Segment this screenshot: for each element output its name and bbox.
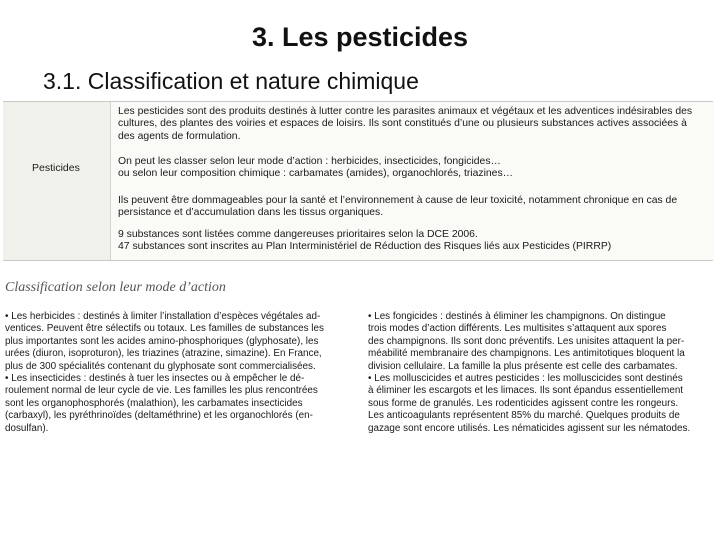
section-subtitle: 3.1. Classification et nature chimique (43, 68, 419, 94)
paragraph-line: des agents de formulation. (118, 130, 241, 142)
column-line: des champignons. Ils sont donc préventifs. Les unisites attaquent la per- (368, 335, 685, 347)
page-title: 3. Les pesticides (251, 22, 469, 52)
paragraph-line: ou selon leur composition chimique : carbamates (amides), organochlorés, triazines… (118, 168, 514, 180)
column-line: division cellulaire. La famille la plus présente est celle des carbamates. (368, 360, 678, 372)
definition-table (3, 101, 713, 261)
column-line: ventices. Peuvent être sélectifs ou totaux. Les familles de substances les (5, 323, 324, 335)
classification-right-column (368, 311, 714, 435)
column-line: urées (diuron, isoproturon), les triazines (atrazine, simazine). En France, (5, 348, 322, 360)
definition-label-cell (3, 102, 110, 260)
column-line: sous forme de granulés. Les rodenticides agissent contre les rongeurs. (368, 397, 679, 409)
column-line: méabilité membranaire des champignons. Les antimitotiques bloquent la (368, 348, 685, 360)
definition-paragraph (118, 156, 710, 181)
paragraph-line: On peut les classer selon leur mode d’action : herbicides, insecticides, fongicides… (118, 156, 501, 167)
column-line: sont les organophosphorés (malathion), les carbamates insecticides (5, 397, 303, 409)
column-line: gazage sont encore utilisés. Les nématicides agissent sur les nématodes. (368, 422, 691, 434)
column-line: roulement normal de leur cycle de vie. Les familles les plus rencontrées (5, 385, 318, 397)
definition-label: Pesticides (32, 162, 80, 174)
paragraph-line: Les pesticides sont des produits destinés à lutter contre les parasites animaux et végétaux et les adventices indésirables des (118, 106, 693, 117)
column-line: (carbaxyl), les pyréthrinoïdes (deltaméthrine) et les organochlorés (en- (5, 410, 313, 422)
column-line: • Les herbicides : destinés à limiter l’installation d’espèces végétales ad- (5, 311, 321, 322)
paragraph-line: cultures, des plantes des voiries et espaces de loisirs. Ils sont constitués d’une ou plusieurs substances actives associées à (118, 118, 687, 130)
definition-paragraph (118, 195, 710, 220)
classification-heading: Classification selon leur mode d’action (5, 280, 226, 295)
column-line: dosulfan). (5, 422, 49, 434)
paragraph-line: 9 substances sont listées comme dangereuses prioritaires selon la DCE 2006. (118, 229, 478, 240)
column-line: • Les molluscicides et autres pesticides : les molluscicides sont destinés (368, 373, 683, 385)
column-line: plus importantes sont les acides amino-phosphoriques (glyphosate), les (5, 335, 319, 347)
column-line: • Les insecticides : destinés à tuer les insectes ou à empêcher le dé- (5, 373, 305, 385)
paragraph-line: Ils peuvent être dommageables pour la santé et l’environnement à cause de leur toxicité, notamment chronique en cas de (118, 195, 678, 206)
classification-left-column (5, 311, 352, 435)
definition-content-cell (110, 102, 714, 260)
column-line: trois modes d’action différents. Les multisites s’attaquent aux spores (368, 323, 667, 335)
definition-paragraph (118, 229, 710, 254)
column-line: Les anticoagulants représentent 85% du marché. Quelques produits de (368, 410, 680, 422)
paragraph-line: persistance et d’accumulation dans les tissus organiques. (118, 207, 384, 219)
column-line: plus de 300 spécialités contenant du glyphosate sont commercialisées. (5, 360, 316, 372)
column-line: • Les fongicides : destinés à éliminer les champignons. On distingue (368, 311, 666, 322)
paragraph-line: 47 substances sont inscrites au Plan Interministériel de Réduction des Risques liés aux Pesticides (PIRRP) (118, 241, 612, 253)
column-line: à éliminer les escargots et les limaces. Ils sont épandus essentiellement (368, 385, 684, 397)
definition-paragraph (118, 106, 710, 143)
